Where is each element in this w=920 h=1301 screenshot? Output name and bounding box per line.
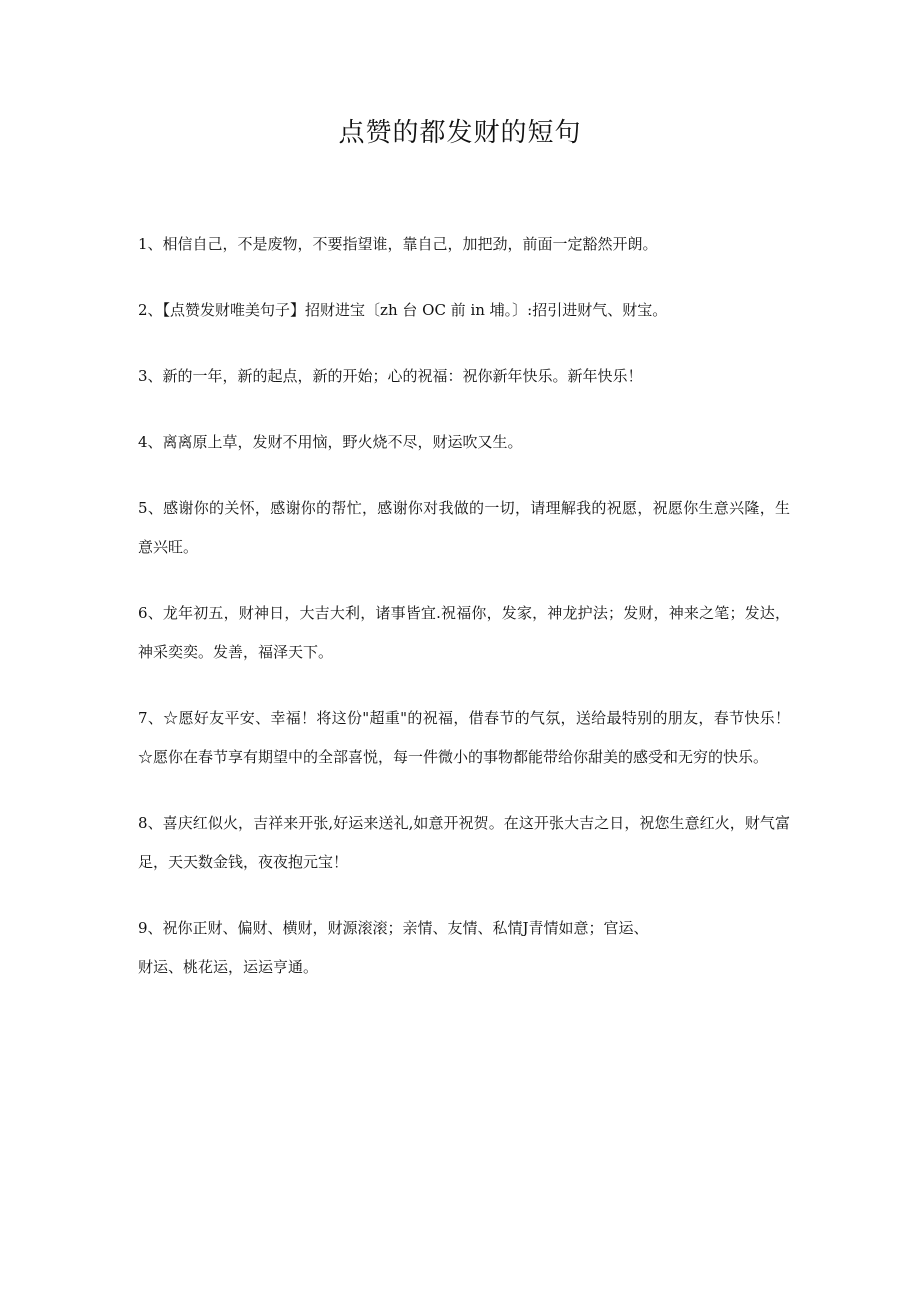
list-item: 7、☆愿好友平安、幸福！将这份"超重"的祝福，借春节的气氛，送给最特别的朋友，春节快乐！☆愿你在春节享有期望中的全部喜悦，每一件微小的事物都能带给你甜美的感受和无穷的快乐。 [138,709,790,766]
document-title: 点赞的都发财的短句 [338,118,582,148]
list-item: 8、喜庆红似火，吉祥来开张,好运来送礼,如意开祝贺。在这开张大吉之日，祝您生意红火，财气富足，天天数金钱，夜夜抱元宝！ [138,814,790,871]
list-item: 6、龙年初五，财神日，大吉大利，诸事皆宜.祝福你，发家，神龙护法；发财，神来之笔；发达，神采奕奕。发善，福泽天下。 [138,604,790,661]
list-item: 5、感谢你的关怀，感谢你的帮忙，感谢你对我做的一切，请理解我的祝愿，祝愿你生意兴隆，生意兴旺。 [138,499,790,556]
list-item: 4、离离原上草，发财不用恼，野火烧不尽，财运吹又生。 [138,433,523,451]
wish-list [138,225,790,1014]
list-item: 3、新的一年，新的起点，新的开始；心的祝福：祝你新年快乐。新年快乐！ [138,367,643,385]
list-item-9 [138,909,790,987]
list-item-9-line-2: 财运、桃花运，运运亨通。 [138,958,319,976]
list-item-9-line-1: 9、祝你正财、偏财、横财，财源滚滚；亲情、友情、私情J青情如意；官运、 [138,919,649,937]
list-item: 1、相信自己，不是废物，不要指望谁，靠自己，加把劲，前面一定豁然开朗。 [138,235,658,253]
list-item: 2、【点赞发财唯美句子】招财进宝〔zh 台 OC 前 in 埔。〕:招引进财气、财宝。 [138,301,668,319]
